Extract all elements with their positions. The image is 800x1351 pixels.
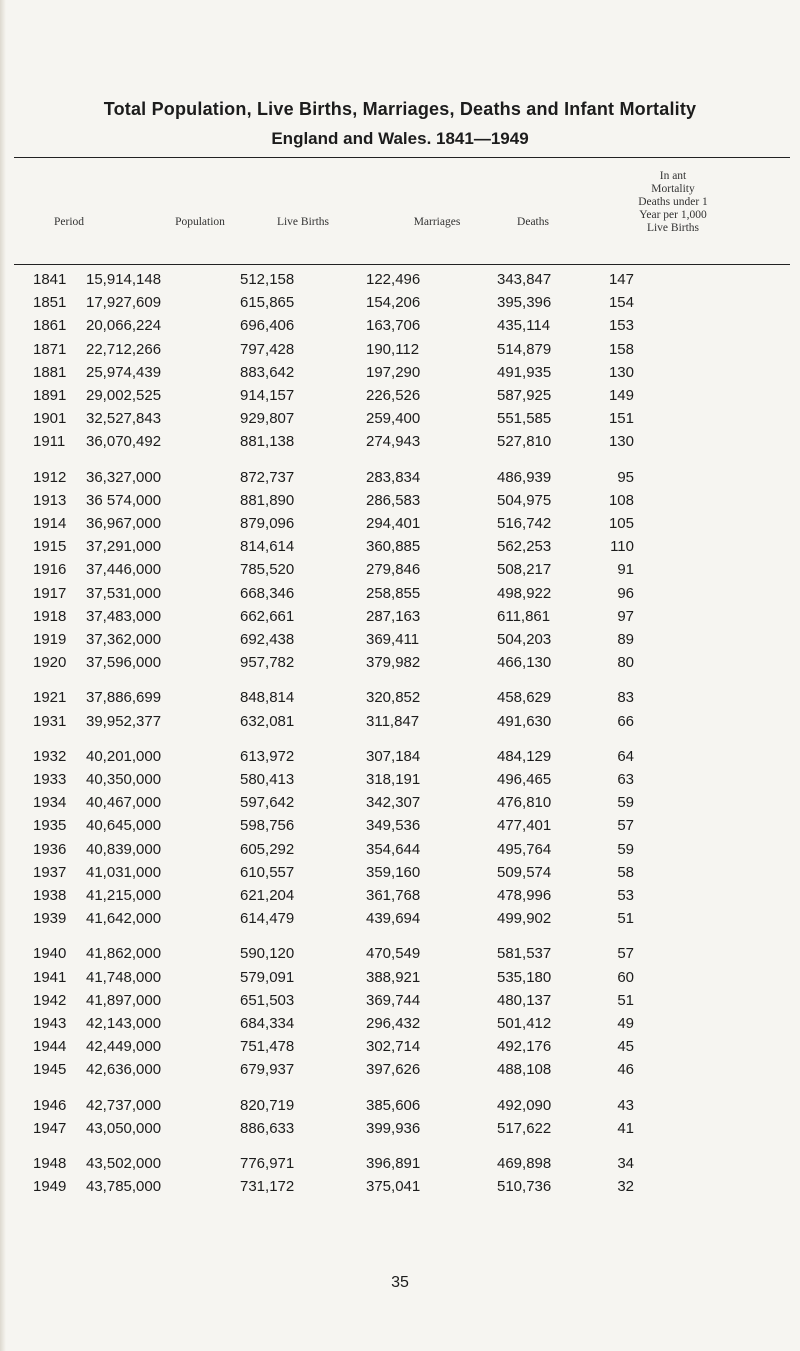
marriages-cell: 369,744 — [366, 991, 421, 1009]
live-births-cell: 883,642 — [240, 363, 295, 381]
population-cell: 32,527,843 — [86, 410, 162, 428]
marriages-cell: 399,936 — [366, 1119, 421, 1137]
marriages-cell: 397,626 — [366, 1061, 421, 1079]
table-row — [0, 536, 800, 558]
population-cell: 37,531,000 — [86, 584, 162, 602]
population-cell: 36,967,000 — [86, 515, 162, 532]
year-cell: 1938 — [33, 887, 67, 904]
deaths-cell: 498,922 — [497, 584, 552, 602]
marriages-cell: 287,163 — [366, 607, 421, 625]
marriages-cell: 274,943 — [366, 433, 421, 451]
infant-mortality-cell: 34 — [617, 1155, 634, 1172]
table-top-rule — [14, 157, 790, 158]
year-cell: 1939 — [33, 910, 67, 928]
header-infant-line-3: Deaths under 1 — [638, 196, 708, 208]
population-cell: 40,645,000 — [86, 817, 162, 835]
year-cell: 1936 — [33, 840, 67, 858]
table-row — [0, 385, 800, 407]
table-row — [0, 315, 800, 337]
infant-mortality-cell: 41 — [617, 1119, 634, 1137]
year-cell: 1948 — [33, 1155, 67, 1172]
table-row — [0, 583, 800, 605]
infant-mortality-cell: 58 — [617, 863, 634, 881]
deaths-cell: 508,217 — [497, 561, 552, 579]
marriages-cell: 361,768 — [366, 887, 421, 904]
population-cell: 15,914,148 — [86, 271, 162, 288]
infant-mortality-cell: 63 — [617, 771, 634, 788]
infant-mortality-cell: 89 — [617, 631, 634, 648]
page-title: Total Population, Live Births, Marriages, Deaths and Infant Mortality — [103, 99, 697, 119]
population-cell: 41,215,000 — [86, 887, 162, 904]
marriages-cell: 359,160 — [366, 863, 421, 881]
marriages-cell: 296,432 — [366, 1015, 421, 1032]
marriages-cell: 302,714 — [366, 1038, 421, 1056]
table-row — [0, 990, 800, 1012]
infant-mortality-cell: 147 — [608, 271, 634, 288]
deaths-cell: 504,203 — [497, 631, 552, 648]
population-cell: 42,143,000 — [86, 1015, 162, 1032]
table-row — [0, 431, 800, 453]
table-row — [0, 885, 800, 907]
live-births-cell: 579,091 — [240, 968, 295, 986]
marriages-cell: 286,583 — [366, 491, 421, 509]
live-births-cell: 692,438 — [240, 631, 295, 648]
year-cell: 1913 — [33, 491, 67, 509]
header-period: Period — [53, 216, 85, 228]
year-cell: 1901 — [33, 410, 67, 428]
table-row — [0, 292, 800, 314]
live-births-cell: 797,428 — [240, 340, 295, 358]
infant-mortality-cell: 46 — [617, 1061, 634, 1079]
year-cell: 1912 — [33, 468, 67, 486]
infant-mortality-cell: 59 — [617, 840, 634, 858]
live-births-cell: 929,807 — [240, 410, 295, 428]
year-cell: 1946 — [33, 1096, 67, 1114]
deaths-cell: 562,253 — [497, 538, 552, 556]
population-cell: 40,201,000 — [86, 747, 162, 765]
population-cell: 20,066,224 — [86, 317, 162, 335]
infant-mortality-cell: 153 — [608, 317, 634, 335]
marriages-cell: 385,606 — [366, 1096, 421, 1114]
deaths-cell: 476,810 — [497, 794, 552, 812]
population-cell: 36,070,492 — [86, 433, 162, 451]
infant-mortality-cell: 60 — [617, 968, 634, 986]
table-row — [0, 490, 800, 512]
year-cell: 1932 — [33, 747, 67, 765]
population-cell: 37,362,000 — [86, 631, 162, 648]
live-births-cell: 590,120 — [240, 945, 295, 963]
population-cell: 37,886,699 — [86, 689, 162, 707]
year-cell: 1931 — [33, 712, 67, 730]
table-row — [0, 467, 800, 489]
deaths-cell: 480,137 — [497, 991, 552, 1009]
deaths-cell: 551,585 — [497, 410, 552, 428]
infant-mortality-cell: 43 — [617, 1096, 634, 1114]
deaths-cell: 486,939 — [497, 468, 552, 486]
live-births-cell: 881,138 — [240, 433, 295, 451]
deaths-cell: 395,396 — [497, 294, 552, 312]
infant-mortality-cell: 49 — [617, 1015, 634, 1032]
deaths-cell: 581,537 — [497, 945, 552, 963]
table-row — [0, 513, 800, 535]
infant-mortality-cell: 130 — [608, 363, 634, 381]
table-row — [0, 1176, 800, 1198]
infant-mortality-cell: 110 — [610, 538, 634, 556]
infant-mortality-cell: 51 — [617, 910, 634, 928]
marriages-cell: 283,834 — [366, 468, 421, 486]
header-deaths: Deaths — [517, 216, 549, 228]
table-row — [0, 1013, 800, 1035]
infant-mortality-cell: 154 — [608, 294, 634, 312]
live-births-cell: 613,972 — [240, 747, 295, 765]
year-cell: 1881 — [33, 363, 67, 381]
infant-mortality-cell: 158 — [608, 340, 634, 358]
population-cell: 25,974,439 — [86, 363, 162, 381]
year-cell: 1937 — [33, 863, 67, 881]
infant-mortality-cell: 105 — [608, 515, 634, 532]
table-row — [0, 943, 800, 965]
table-row — [0, 839, 800, 861]
marriages-cell: 154,206 — [366, 294, 421, 312]
infant-mortality-cell: 91 — [617, 561, 634, 579]
population-cell: 22,712,266 — [86, 340, 162, 358]
marriages-cell: 122,496 — [366, 271, 421, 288]
marriages-cell: 470,549 — [366, 945, 421, 963]
population-cell: 37,483,000 — [86, 607, 162, 625]
marriages-cell: 342,307 — [366, 794, 421, 812]
population-cell: 43,050,000 — [86, 1119, 162, 1137]
table-row — [0, 408, 800, 430]
page-edge-shadow — [0, 0, 6, 1351]
live-births-cell: 668,346 — [240, 584, 295, 602]
deaths-cell: 516,742 — [497, 515, 552, 532]
deaths-cell: 492,176 — [497, 1038, 552, 1056]
live-births-cell: 615,865 — [240, 294, 295, 312]
infant-mortality-cell: 59 — [617, 794, 634, 812]
population-cell: 39,952,377 — [86, 712, 162, 730]
marriages-cell: 396,891 — [366, 1155, 421, 1172]
infant-mortality-cell: 51 — [617, 991, 634, 1009]
table-header-rule — [14, 264, 790, 265]
live-births-cell: 886,633 — [240, 1119, 295, 1137]
header-marriages: Marriages — [413, 216, 461, 228]
population-cell: 43,785,000 — [86, 1178, 162, 1196]
infant-mortality-cell: 53 — [617, 887, 634, 904]
table-row — [0, 1036, 800, 1058]
population-cell: 17,927,609 — [86, 294, 162, 312]
live-births-cell: 621,204 — [240, 887, 295, 904]
deaths-cell: 435,114 — [497, 317, 551, 335]
marriages-cell: 258,855 — [366, 584, 421, 602]
marriages-cell: 163,706 — [366, 317, 421, 335]
population-cell: 42,636,000 — [86, 1061, 162, 1079]
deaths-cell: 477,401 — [497, 817, 552, 835]
population-cell: 40,350,000 — [86, 771, 162, 788]
marriages-cell: 226,526 — [366, 387, 421, 404]
year-cell: 1911 — [33, 433, 66, 451]
population-cell: 40,839,000 — [86, 840, 162, 858]
deaths-cell: 496,465 — [497, 771, 552, 788]
year-cell: 1944 — [33, 1038, 67, 1056]
table-row — [0, 339, 800, 361]
population-cell: 43,502,000 — [86, 1155, 162, 1172]
year-cell: 1920 — [33, 654, 67, 672]
deaths-cell: 499,902 — [497, 910, 552, 928]
live-births-cell: 881,890 — [240, 491, 295, 509]
year-cell: 1921 — [33, 689, 67, 707]
marriages-cell: 294,401 — [366, 515, 421, 532]
marriages-cell: 369,411 — [366, 631, 420, 648]
population-cell: 41,862,000 — [86, 945, 162, 963]
marriages-cell: 311,847 — [366, 712, 420, 730]
live-births-cell: 785,520 — [240, 561, 295, 579]
table-row — [0, 1095, 800, 1117]
live-births-cell: 879,096 — [240, 515, 295, 532]
year-cell: 1917 — [33, 584, 67, 602]
year-cell: 1916 — [33, 561, 67, 579]
marriages-cell: 190,112 — [366, 340, 420, 358]
table-row — [0, 1118, 800, 1140]
page-subtitle: England and Wales. 1841—1949 — [271, 129, 529, 148]
live-births-cell: 848,814 — [240, 689, 295, 707]
live-births-cell: 662,661 — [240, 607, 295, 625]
deaths-cell: 343,847 — [497, 271, 552, 288]
year-cell: 1918 — [33, 607, 67, 625]
population-cell: 36 574,000 — [86, 491, 162, 509]
population-cell: 37,291,000 — [86, 538, 162, 556]
year-cell: 1942 — [33, 991, 67, 1009]
infant-mortality-cell: 80 — [617, 654, 634, 672]
table-row — [0, 792, 800, 814]
deaths-cell: 466,130 — [497, 654, 552, 672]
live-births-cell: 957,782 — [240, 654, 295, 672]
live-births-cell: 632,081 — [240, 712, 295, 730]
year-cell: 1891 — [33, 387, 67, 404]
infant-mortality-cell: 96 — [617, 584, 634, 602]
infant-mortality-cell: 45 — [617, 1038, 634, 1056]
year-cell: 1949 — [33, 1178, 67, 1196]
deaths-cell: 491,935 — [497, 363, 552, 381]
live-births-cell: 614,479 — [240, 910, 295, 928]
population-cell: 36,327,000 — [86, 468, 162, 486]
population-cell: 41,897,000 — [86, 991, 162, 1009]
table-row — [0, 652, 800, 674]
deaths-cell: 510,736 — [497, 1178, 552, 1196]
infant-mortality-cell: 108 — [608, 491, 634, 509]
deaths-cell: 535,180 — [497, 968, 552, 986]
deaths-cell: 587,925 — [497, 387, 552, 404]
page-number: 35 — [391, 1274, 409, 1291]
infant-mortality-cell: 57 — [617, 817, 634, 835]
population-cell: 37,596,000 — [86, 654, 162, 672]
deaths-cell: 517,622 — [497, 1119, 552, 1137]
population-cell: 37,446,000 — [86, 561, 162, 579]
deaths-cell: 488,108 — [497, 1061, 552, 1079]
header-infant-line-1: In ant — [659, 170, 687, 182]
table-row — [0, 862, 800, 884]
header-infant-mortality — [588, 170, 758, 235]
year-cell: 1943 — [33, 1015, 67, 1032]
marriages-cell: 349,536 — [366, 817, 421, 835]
infant-mortality-cell: 83 — [617, 689, 634, 707]
marriages-cell: 375,041 — [366, 1178, 421, 1196]
population-cell: 41,748,000 — [86, 968, 162, 986]
year-cell: 1934 — [33, 794, 67, 812]
deaths-cell: 509,574 — [497, 863, 552, 881]
deaths-cell: 504,975 — [497, 491, 552, 509]
marriages-cell: 439,694 — [366, 910, 421, 928]
infant-mortality-cell: 149 — [608, 387, 634, 404]
deaths-cell: 495,764 — [497, 840, 552, 858]
marriages-cell: 197,290 — [366, 363, 421, 381]
live-births-cell: 684,334 — [240, 1015, 295, 1032]
marriages-cell: 354,644 — [366, 840, 421, 858]
infant-mortality-cell: 66 — [617, 712, 634, 730]
table-row — [0, 815, 800, 837]
table-row — [0, 269, 800, 291]
live-births-cell: 914,157 — [240, 387, 295, 404]
deaths-cell: 611,861 — [497, 607, 551, 625]
live-births-cell: 512,158 — [240, 271, 295, 288]
population-cell: 29,002,525 — [86, 387, 162, 404]
deaths-cell: 484,129 — [497, 747, 552, 765]
infant-mortality-cell: 57 — [617, 945, 634, 963]
population-cell: 42,737,000 — [86, 1096, 162, 1114]
year-cell: 1935 — [33, 817, 67, 835]
year-cell: 1947 — [33, 1119, 67, 1137]
marriages-cell: 320,852 — [366, 689, 421, 707]
marriages-cell: 379,982 — [366, 654, 421, 672]
live-births-cell: 597,642 — [240, 794, 295, 812]
table-row — [0, 967, 800, 989]
infant-mortality-cell: 32 — [617, 1178, 634, 1196]
live-births-cell: 814,614 — [240, 538, 295, 556]
year-cell: 1940 — [33, 945, 67, 963]
live-births-cell: 820,719 — [240, 1096, 295, 1114]
infant-mortality-cell: 151 — [608, 410, 634, 428]
table-row — [0, 908, 800, 930]
year-cell: 1841 — [33, 271, 67, 288]
year-cell: 1861 — [33, 317, 67, 335]
table-row — [0, 559, 800, 581]
header-infant-line-5: Live Births — [646, 222, 700, 234]
marriages-cell: 360,885 — [366, 538, 421, 556]
deaths-cell: 478,996 — [497, 887, 552, 904]
live-births-cell: 731,172 — [240, 1178, 295, 1196]
table-row — [0, 629, 800, 651]
header-infant-line-4: Year per 1,000 — [639, 209, 707, 221]
infant-mortality-cell: 97 — [617, 607, 634, 625]
deaths-cell: 491,630 — [497, 712, 552, 730]
live-births-cell: 605,292 — [240, 840, 295, 858]
population-cell: 41,642,000 — [86, 910, 162, 928]
year-cell: 1945 — [33, 1061, 67, 1079]
marriages-cell: 259,400 — [366, 410, 421, 428]
deaths-cell: 527,810 — [497, 433, 552, 451]
population-cell: 42,449,000 — [86, 1038, 162, 1056]
table-row — [0, 606, 800, 628]
year-cell: 1933 — [33, 771, 67, 788]
table-row — [0, 362, 800, 384]
infant-mortality-cell: 130 — [608, 433, 634, 451]
marriages-cell: 388,921 — [366, 968, 421, 986]
year-cell: 1941 — [33, 968, 67, 986]
table-row — [0, 687, 800, 709]
year-cell: 1914 — [33, 515, 67, 532]
live-births-cell: 610,557 — [240, 863, 295, 881]
deaths-cell: 492,090 — [497, 1096, 552, 1114]
year-cell: 1851 — [33, 294, 67, 312]
header-population: Population — [175, 216, 225, 228]
marriages-cell: 307,184 — [366, 747, 421, 765]
table-row — [0, 711, 800, 733]
header-live-births: Live Births — [276, 216, 330, 228]
infant-mortality-cell: 95 — [617, 468, 634, 486]
year-cell: 1919 — [33, 631, 67, 648]
live-births-cell: 872,737 — [240, 468, 295, 486]
header-infant-line-2: Mortality — [651, 183, 695, 195]
table-row — [0, 769, 800, 791]
deaths-cell: 514,879 — [497, 340, 552, 358]
infant-mortality-cell: 64 — [617, 747, 634, 765]
table-row — [0, 1153, 800, 1175]
marriages-cell: 318,191 — [366, 771, 421, 788]
marriages-cell: 279,846 — [366, 561, 421, 579]
year-cell: 1871 — [33, 340, 67, 358]
year-cell: 1915 — [33, 538, 67, 556]
deaths-cell: 458,629 — [497, 689, 552, 707]
table-row — [0, 1059, 800, 1081]
live-births-cell: 580,413 — [240, 771, 295, 788]
live-births-cell: 776,971 — [240, 1155, 295, 1172]
deaths-cell: 469,898 — [497, 1155, 552, 1172]
population-cell: 40,467,000 — [86, 794, 162, 812]
live-births-cell: 696,406 — [240, 317, 295, 335]
table-row — [0, 746, 800, 768]
live-births-cell: 651,503 — [240, 991, 295, 1009]
live-births-cell: 751,478 — [240, 1038, 295, 1056]
live-births-cell: 598,756 — [240, 817, 295, 835]
population-cell: 41,031,000 — [86, 863, 162, 881]
deaths-cell: 501,412 — [497, 1015, 552, 1032]
live-births-cell: 679,937 — [240, 1061, 295, 1079]
